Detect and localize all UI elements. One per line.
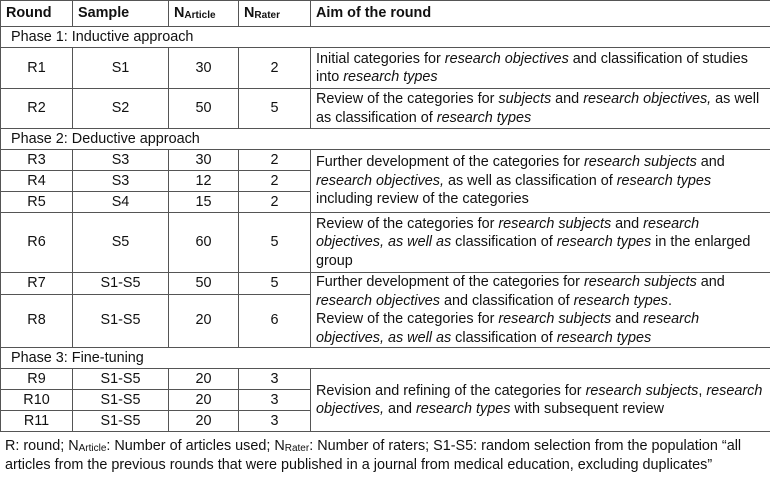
header-n-article: $N_{Article}$: [169, 1, 239, 27]
cell-round: R5: [1, 192, 73, 213]
cell-n-article: 15: [169, 192, 239, 213]
cell-n-article: 12: [169, 171, 239, 192]
phase-row: [1, 27, 770, 48]
phase-label: Phase 1: Inductive approach: [1, 27, 770, 48]
cell-n-rater: 5: [239, 273, 311, 295]
cell-aim: Review of the categories for subjects and research objectives, as well as classification of research types: [311, 89, 770, 129]
cell-n-rater: 5: [239, 213, 311, 273]
header-row: [1, 1, 770, 27]
table-row: [1, 273, 770, 295]
cell-n-article: 20: [169, 390, 239, 411]
cell-aim: Revision and refining of the categories for research subjects, research objectives, and research types with subsequent review: [311, 369, 770, 432]
table-row: [1, 213, 770, 273]
cell-n-rater: 5: [239, 89, 311, 129]
cell-n-rater: 2: [239, 150, 311, 171]
cell-round: R11: [1, 411, 73, 432]
cell-round: R6: [1, 213, 73, 273]
cell-n-article: 60: [169, 213, 239, 273]
cell-n-rater: 3: [239, 411, 311, 432]
cell-n-article: 20: [169, 411, 239, 432]
cell-n-rater: 2: [239, 192, 311, 213]
cell-sample: S1-S5: [73, 273, 169, 295]
header-sample: Sample: [73, 1, 169, 27]
cell-sample: S1: [73, 48, 169, 89]
cell-n-article: 50: [169, 273, 239, 295]
header-aim: Aim of the round: [311, 1, 770, 27]
cell-n-rater: 2: [239, 48, 311, 89]
cell-sample: S1-S5: [73, 411, 169, 432]
cell-n-rater: 6: [239, 294, 311, 347]
cell-n-article: 30: [169, 48, 239, 89]
cell-round: R1: [1, 48, 73, 89]
cell-sample: S3: [73, 171, 169, 192]
cell-n-article: 20: [169, 369, 239, 390]
cell-n-article: 30: [169, 150, 239, 171]
table-row: [1, 369, 770, 390]
cell-round: R9: [1, 369, 73, 390]
cell-n-rater: 3: [239, 390, 311, 411]
cell-sample: S1-S5: [73, 369, 169, 390]
cell-round: R4: [1, 171, 73, 192]
phase-label: Phase 2: Deductive approach: [1, 129, 770, 150]
phase-row: [1, 348, 770, 369]
cell-sample: S3: [73, 150, 169, 171]
cell-sample: S2: [73, 89, 169, 129]
cell-sample: S1-S5: [73, 390, 169, 411]
phase-row: [1, 129, 770, 150]
cell-sample: S1-S5: [73, 294, 169, 347]
cell-n-rater: 3: [239, 369, 311, 390]
header-n-rater: $N_{Rater}$: [239, 1, 311, 27]
header-round: Round: [1, 1, 73, 27]
cell-aim: Further development of the categories for research subjects and research objectives, as well as classification of research types including review of the categories: [311, 150, 770, 213]
cell-n-article: 50: [169, 89, 239, 129]
cell-sample: S4: [73, 192, 169, 213]
cell-aim: Review of the categories for research subjects and research objectives, as well as classification of research types in the enlarged group: [311, 213, 770, 273]
phase-label: Phase 3: Fine-tuning: [1, 348, 770, 369]
cell-sample: S5: [73, 213, 169, 273]
table-row: [1, 48, 770, 89]
cell-aim: Further development of the categories for research subjects and research objectives and classification of research types. Review of the categories for research subjects and research objectives, as well as classification of research types: [311, 273, 770, 348]
footnote: R: round; $N_{Article}$: Number of articles used; $N_{Rater}$: Number of raters; S1-S5: random selection from the population “all articles from the previous rounds that were published in a journal from medical education, excluding duplicates”: [5, 438, 742, 473]
cell-round: R3: [1, 150, 73, 171]
cell-n-rater: 2: [239, 171, 311, 192]
cell-aim: Initial categories for research objectives and classification of studies into research types: [311, 48, 770, 89]
cell-round: R8: [1, 294, 73, 347]
table-row: [1, 150, 770, 171]
cell-round: R10: [1, 390, 73, 411]
cell-round: R2: [1, 89, 73, 129]
table-row: [1, 89, 770, 129]
cell-round: R7: [1, 273, 73, 295]
cell-n-article: 20: [169, 294, 239, 347]
